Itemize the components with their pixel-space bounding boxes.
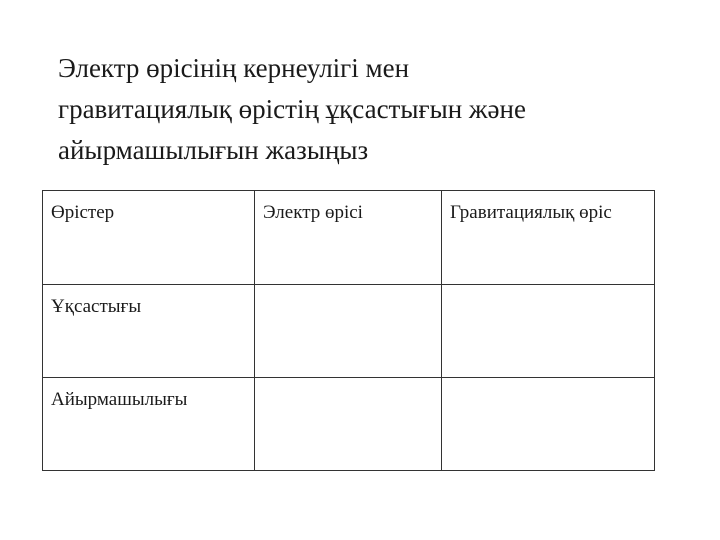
header-cell-electric-field: Электр өрісі: [255, 191, 442, 285]
similarity-gravitational-cell[interactable]: [442, 285, 655, 378]
task-title: [58, 48, 678, 171]
task-title-line-2: гравитациялық өрістің ұқсастығын және: [58, 94, 526, 124]
table-row-similarity: [43, 285, 655, 378]
difference-electric-cell[interactable]: [255, 378, 442, 471]
difference-gravitational-cell[interactable]: [442, 378, 655, 471]
row-label-similarity: Ұқсастығы: [43, 285, 255, 378]
header-cell-fields: Өрістер: [43, 191, 255, 285]
similarity-electric-cell[interactable]: [255, 285, 442, 378]
task-title-line-1: Электр өрісінің кернеулігі мен: [58, 53, 410, 83]
table-header-row: [43, 191, 655, 285]
row-label-difference: Айырмашылығы: [43, 378, 255, 471]
comparison-table: [42, 190, 655, 471]
table-row-difference: [43, 378, 655, 471]
header-cell-gravitational-field: Гравитациялық өріс: [442, 191, 655, 285]
task-title-line-3: айырмашылығын жазыңыз: [58, 135, 369, 165]
